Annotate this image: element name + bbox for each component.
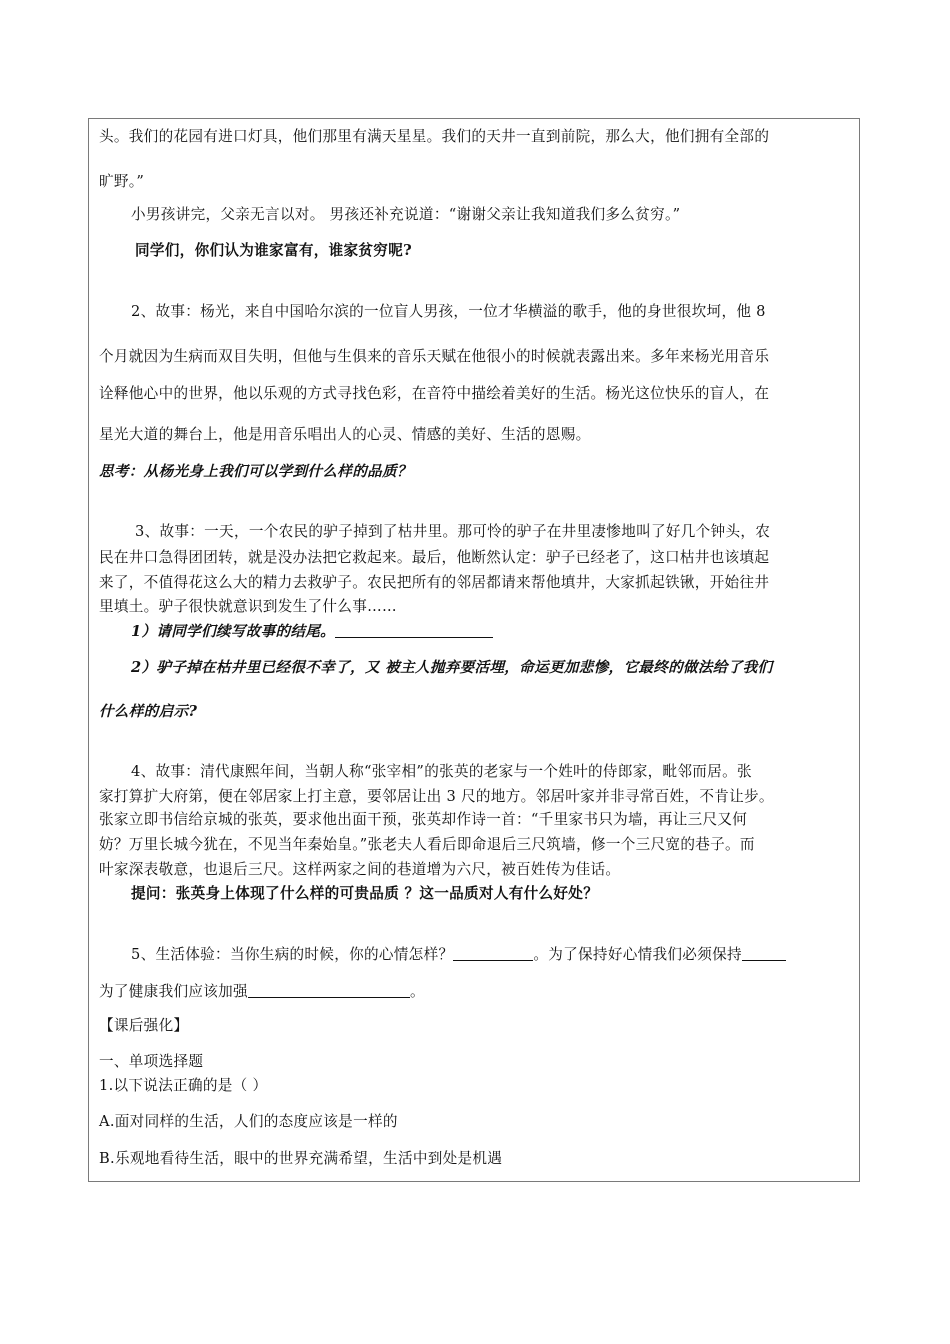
multiple-choice-question: 1.以下说法正确的是（ ） bbox=[99, 1077, 268, 1094]
life-experience-text: 。 bbox=[409, 983, 425, 1000]
story-3-question-2: 2）驴子掉在枯井里已经很不幸了，又 被主人抛弃要活埋，命运更加悲惨，它最终的做法给了我们 bbox=[131, 659, 773, 676]
think-question: 思考：从杨光身上我们可以学到什么样的品质？ bbox=[99, 463, 412, 480]
text-line: 头。我们的花园有进口灯具，他们那里有满天星星。我们的天井一直到前院，那么大，他们拥有全部的 bbox=[99, 128, 770, 145]
question-text: 1）请同学们续写故事的结尾。 bbox=[131, 623, 336, 640]
life-experience-text: 5、生活体验：当你生病的时候，你的心情怎样？ bbox=[131, 946, 454, 963]
section-heading: 【课后强化】 bbox=[99, 1017, 189, 1034]
life-experience-text: 。为了保持好心情我们必须保持 bbox=[533, 946, 742, 963]
option-b[interactable]: B.乐观地看待生活，眼中的世界充满希望，生活中到处是机遇 bbox=[99, 1150, 503, 1167]
option-a[interactable]: A.面对同样的生活，人们的态度应该是一样的 bbox=[99, 1113, 398, 1130]
mood-blank[interactable] bbox=[453, 945, 533, 961]
story-2-line: 诠释他心中的世界，他以乐观的方式寻找色彩，在音符中描绘着美好的生活。杨光这位快乐的盲人，在 bbox=[99, 385, 770, 402]
story-4-line: 妨？万里长城今犹在，不见当年秦始皇。”张老夫人看后即命退后三尺筑墙，修一个三尺宽的巷子。而 bbox=[99, 836, 755, 853]
story-2-line: 星光大道的舞台上，他是用音乐唱出人的心灵、情感的美好、生活的恩赐。 bbox=[99, 426, 591, 443]
story-4-question: 提问：张英身上体现了什么样的可贵品质 ？这一品质对人有什么好处？ bbox=[131, 885, 599, 902]
story-2-line: 个月就因为生病而双目失明，但他与生俱来的音乐天赋在他很小的时候就表露出来。多年来杨光用音乐 bbox=[99, 348, 770, 365]
answer-blank[interactable] bbox=[335, 622, 493, 638]
story-3-question-2: 什么样的启示? bbox=[99, 703, 198, 720]
text-line: 小男孩讲完，父亲无言以对。 男孩还补充说道：“谢谢父亲让我知道我们多么贫穷。” bbox=[131, 206, 681, 223]
story-3-line: 来了，不值得花这么大的精力去救驴子。农民把所有的邻居都请来帮他填井，大家抓起铁锹，开始往井 bbox=[99, 574, 770, 591]
story-4-line: 4、故事：清代康熙年间，当朝人称“张宰相”的张英的老家与一个姓叶的侍郎家，毗邻而居。张 bbox=[131, 763, 752, 780]
question-heading: 同学们，你们认为谁家富有，谁家贫穷呢? bbox=[135, 242, 412, 259]
story-3-line: 3、故事：一天，一个农民的驴子掉到了枯井里。那可怜的驴子在井里凄惨地叫了好几个钟头，农 bbox=[135, 523, 771, 540]
story-3-question-1 bbox=[131, 622, 883, 642]
story-3-line: 里填土。驴子很快就意识到发生了什么事…… bbox=[99, 598, 397, 615]
story-4-line: 张家立即书信给京城的张英，要求他出面干预，张英却作诗一首：“千里家书只为墙，再让三尺又何 bbox=[99, 811, 748, 828]
keep-blank[interactable] bbox=[742, 945, 786, 961]
story-4-line: 叶家深表敬意，也退后三尺。这样两家之间的巷道增为六尺，被百姓传为佳话。 bbox=[99, 861, 621, 878]
life-experience-text: 为了健康我们应该加强 bbox=[99, 983, 248, 1000]
section-subheading: 一、单项选择题 bbox=[99, 1053, 204, 1070]
story-4-line: 家打算扩大府第，便在邻居家上打主意，要邻居让出 3 尺的地方。邻居叶家并非寻常百姓，不肯让步。 bbox=[99, 788, 774, 805]
life-experience-line bbox=[131, 945, 883, 965]
story-2-line: 2、故事：杨光，来自中国哈尔滨的一位盲人男孩，一位才华横溢的歌手，他的身世很坎坷，他 8 bbox=[131, 303, 766, 320]
text-line: 旷野。” bbox=[99, 173, 145, 190]
story-3-line: 民在井口急得团团转，就是没办法把它救起来。最后，他断然认定：驴子已经老了，这口枯井也该填起 bbox=[99, 549, 770, 566]
strengthen-blank[interactable] bbox=[248, 982, 410, 998]
life-experience-line-2 bbox=[99, 982, 851, 1002]
